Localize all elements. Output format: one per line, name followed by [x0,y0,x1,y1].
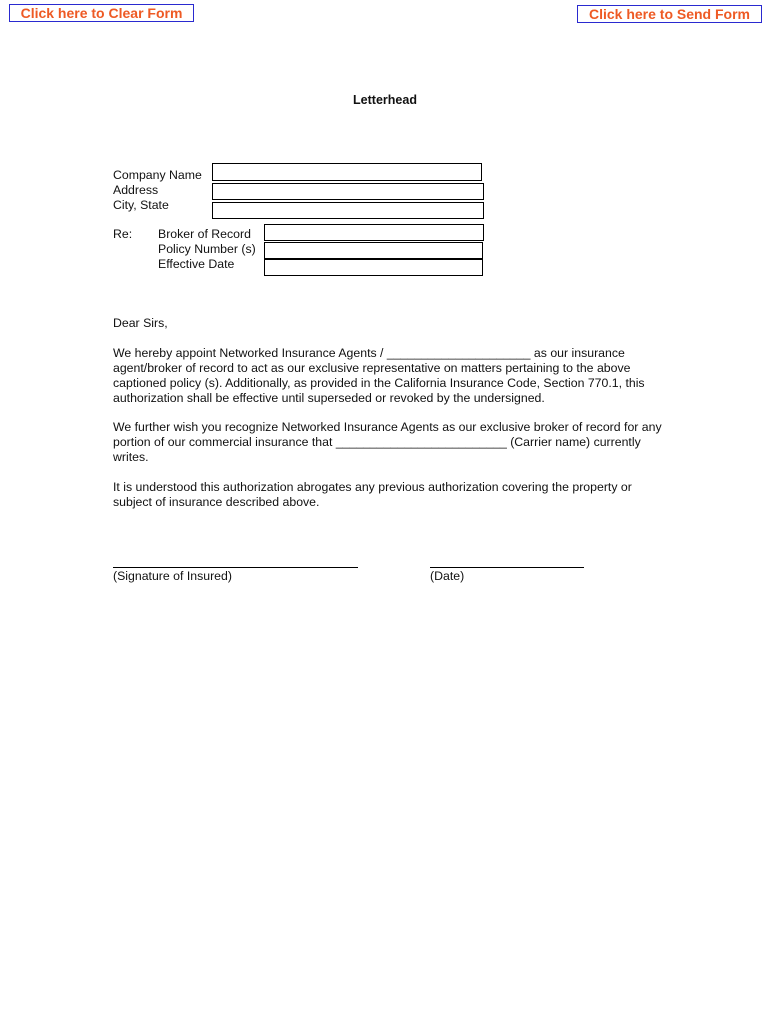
signature-line [113,567,358,568]
broker-of-record-label: Broker of Record [158,227,251,241]
paragraph-abrogation: It is understood this authorization abrogates any previous authorization covering the property or subject of insurance described above. [113,480,632,509]
city-state-label: City, State [113,198,169,212]
paragraph-recognition: We further wish you recognize Networked Insurance Agents as our exclusive broker of record for any portion of our commercial insurance that _________________________ (Carrier name) currently writes. [113,420,662,464]
clear-form-button[interactable]: Click here to Clear Form [9,4,194,22]
letterhead-title: Letterhead [353,93,417,107]
effective-date-label: Effective Date [158,257,235,271]
date-label: (Date) [430,569,465,583]
date-line [430,567,584,568]
salutation: Dear Sirs, [113,316,168,330]
paragraph-appointment: We hereby appoint Networked Insurance Agents / _____________________ as our insurance agent/broker of record to act as our exclusive representative on matters pertaining to the above captioned policy (s). Additionally, as provided in the California Insurance Code, Section 770.1, this authorization shall be effective until superseded or revoked by the undersigned. [113,346,645,405]
policy-number-field[interactable] [264,242,483,259]
address-field[interactable] [212,183,484,200]
company-name-label: Company Name [113,168,202,182]
company-name-field[interactable] [212,163,482,181]
signature-label: (Signature of Insured) [113,569,232,583]
policy-number-label: Policy Number (s) [158,242,256,256]
send-form-button[interactable]: Click here to Send Form [577,5,762,23]
address-label: Address [113,183,159,197]
broker-of-record-field[interactable] [264,224,484,241]
re-label: Re: [113,227,133,241]
effective-date-field[interactable] [264,259,483,276]
city-state-field[interactable] [212,202,484,219]
